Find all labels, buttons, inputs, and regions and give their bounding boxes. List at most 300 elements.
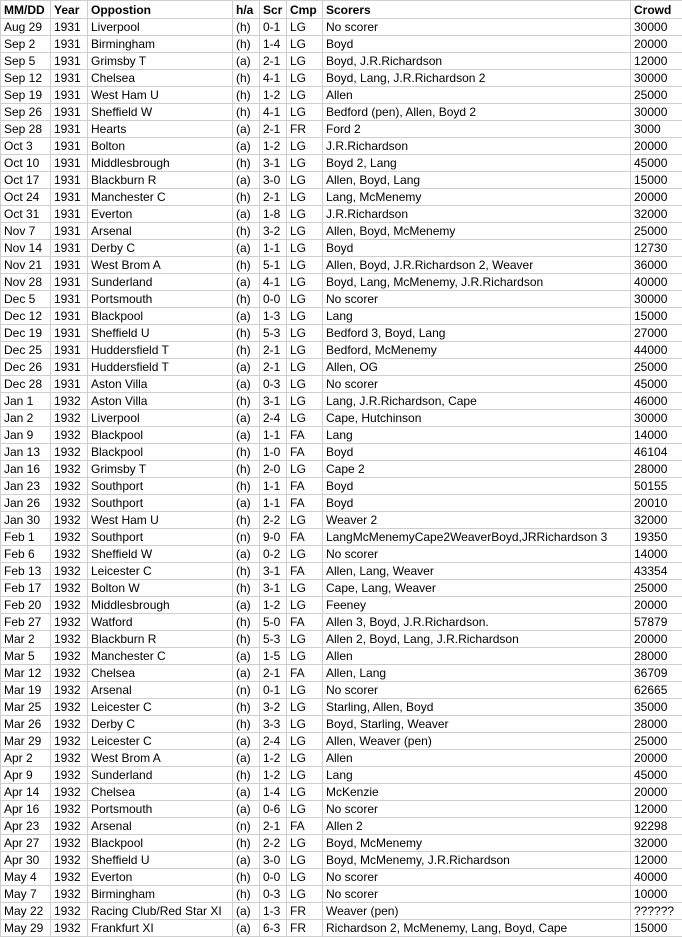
year-cell: 1931	[51, 274, 88, 291]
date-cell: Feb 20	[1, 597, 51, 614]
year-cell: 1932	[51, 665, 88, 682]
competition-cell: LG	[287, 223, 323, 240]
venue-cell: (h)	[233, 563, 260, 580]
scorers-cell: Allen 2, Boyd, Lang, J.R.Richardson	[323, 631, 631, 648]
table-row	[1, 121, 682, 138]
opposition-cell: Grimsby T	[88, 53, 233, 70]
opposition-cell: Portsmouth	[88, 291, 233, 308]
year-cell: 1932	[51, 886, 88, 903]
scorers-cell: McKenzie	[323, 784, 631, 801]
table-row	[1, 359, 682, 376]
score-cell: 5-3	[260, 631, 287, 648]
venue-cell: (a)	[233, 784, 260, 801]
opposition-cell: Middlesbrough	[88, 597, 233, 614]
date-cell: May 4	[1, 869, 51, 886]
year-cell: 1932	[51, 818, 88, 835]
opposition-cell: Chelsea	[88, 665, 233, 682]
venue-cell: (a)	[233, 665, 260, 682]
opposition-cell: Bolton	[88, 138, 233, 155]
venue-cell: (h)	[233, 699, 260, 716]
competition-cell: FA	[287, 495, 323, 512]
score-cell: 2-1	[260, 818, 287, 835]
score-cell: 1-3	[260, 903, 287, 920]
opposition-cell: Portsmouth	[88, 801, 233, 818]
score-cell: 2-1	[260, 665, 287, 682]
score-cell: 2-2	[260, 512, 287, 529]
competition-cell: LG	[287, 750, 323, 767]
year-cell: 1931	[51, 87, 88, 104]
year-cell: 1931	[51, 376, 88, 393]
table-row	[1, 427, 682, 444]
year-cell: 1932	[51, 852, 88, 869]
opposition-cell: Blackpool	[88, 835, 233, 852]
competition-cell: FR	[287, 920, 323, 937]
score-cell: 2-4	[260, 733, 287, 750]
year-cell: 1932	[51, 869, 88, 886]
opposition-cell: Blackpool	[88, 444, 233, 461]
year-cell: 1932	[51, 495, 88, 512]
venue-cell: (h)	[233, 325, 260, 342]
competition-cell: LG	[287, 648, 323, 665]
competition-cell: FA	[287, 529, 323, 546]
crowd-cell: 46104	[631, 444, 682, 461]
table-row	[1, 206, 682, 223]
year-cell: 1931	[51, 172, 88, 189]
table-row	[1, 325, 682, 342]
score-cell: 3-0	[260, 172, 287, 189]
opposition-cell: Liverpool	[88, 19, 233, 36]
date-cell: May 29	[1, 920, 51, 937]
competition-cell: LG	[287, 597, 323, 614]
opposition-cell: Sheffield U	[88, 325, 233, 342]
opposition-cell: Sheffield W	[88, 546, 233, 563]
competition-cell: LG	[287, 886, 323, 903]
competition-cell: LG	[287, 393, 323, 410]
date-cell: Dec 26	[1, 359, 51, 376]
scorers-cell: Boyd	[323, 444, 631, 461]
venue-cell: (h)	[233, 155, 260, 172]
opposition-cell: Arsenal	[88, 682, 233, 699]
crowd-cell: 12730	[631, 240, 682, 257]
table-row	[1, 172, 682, 189]
crowd-cell: 20000	[631, 631, 682, 648]
score-cell: 1-1	[260, 427, 287, 444]
year-cell: 1932	[51, 461, 88, 478]
table-row	[1, 869, 682, 886]
crowd-cell: 15000	[631, 308, 682, 325]
year-cell: 1932	[51, 597, 88, 614]
scorers-cell: Bedford (pen), Allen, Boyd 2	[323, 104, 631, 121]
date-cell: Nov 7	[1, 223, 51, 240]
opposition-cell: Aston Villa	[88, 393, 233, 410]
year-cell: 1932	[51, 699, 88, 716]
year-cell: 1931	[51, 36, 88, 53]
date-cell: Jan 9	[1, 427, 51, 444]
venue-cell: (a)	[233, 903, 260, 920]
date-cell: Oct 10	[1, 155, 51, 172]
competition-cell: LG	[287, 308, 323, 325]
opposition-cell: Leicester C	[88, 699, 233, 716]
score-cell: 1-4	[260, 784, 287, 801]
competition-cell: FA	[287, 614, 323, 631]
competition-cell: LG	[287, 138, 323, 155]
year-cell: 1932	[51, 478, 88, 495]
scorers-cell: Allen, Boyd, Lang	[323, 172, 631, 189]
score-cell: 0-1	[260, 682, 287, 699]
competition-cell: LG	[287, 546, 323, 563]
year-cell: 1932	[51, 750, 88, 767]
date-cell: Jan 1	[1, 393, 51, 410]
header-score: Scr	[260, 1, 287, 19]
date-cell: Apr 30	[1, 852, 51, 869]
year-cell: 1931	[51, 240, 88, 257]
scorers-cell: No scorer	[323, 801, 631, 818]
crowd-cell: 27000	[631, 325, 682, 342]
year-cell: 1931	[51, 53, 88, 70]
crowd-cell: 43354	[631, 563, 682, 580]
venue-cell: (h)	[233, 257, 260, 274]
year-cell: 1931	[51, 206, 88, 223]
crowd-cell: 44000	[631, 342, 682, 359]
year-cell: 1931	[51, 138, 88, 155]
venue-cell: (a)	[233, 240, 260, 257]
venue-cell: (a)	[233, 852, 260, 869]
table-row	[1, 393, 682, 410]
date-cell: Nov 28	[1, 274, 51, 291]
date-cell: Sep 26	[1, 104, 51, 121]
venue-cell: (h)	[233, 444, 260, 461]
scorers-cell: Lang, McMenemy	[323, 189, 631, 206]
competition-cell: LG	[287, 19, 323, 36]
score-cell: 3-1	[260, 563, 287, 580]
crowd-cell: 30000	[631, 291, 682, 308]
year-cell: 1931	[51, 342, 88, 359]
venue-cell: (a)	[233, 410, 260, 427]
opposition-cell: Sunderland	[88, 274, 233, 291]
table-row	[1, 801, 682, 818]
score-cell: 2-1	[260, 121, 287, 138]
crowd-cell: 12000	[631, 801, 682, 818]
year-cell: 1931	[51, 257, 88, 274]
table-row	[1, 903, 682, 920]
table-row	[1, 920, 682, 937]
opposition-cell: West Brom A	[88, 750, 233, 767]
year-cell: 1932	[51, 563, 88, 580]
venue-cell: (h)	[233, 767, 260, 784]
year-cell: 1932	[51, 631, 88, 648]
scorers-cell: No scorer	[323, 682, 631, 699]
year-cell: 1932	[51, 512, 88, 529]
score-cell: 0-1	[260, 19, 287, 36]
table-row	[1, 767, 682, 784]
venue-cell: (h)	[233, 614, 260, 631]
competition-cell: LG	[287, 631, 323, 648]
score-cell: 1-4	[260, 36, 287, 53]
scorers-cell: Allen, Lang	[323, 665, 631, 682]
crowd-cell: 45000	[631, 155, 682, 172]
crowd-cell: 12000	[631, 53, 682, 70]
score-cell: 1-8	[260, 206, 287, 223]
venue-cell: (h)	[233, 36, 260, 53]
table-row	[1, 648, 682, 665]
crowd-cell: 92298	[631, 818, 682, 835]
venue-cell: (a)	[233, 308, 260, 325]
score-cell: 0-0	[260, 291, 287, 308]
crowd-cell: 32000	[631, 206, 682, 223]
year-cell: 1932	[51, 648, 88, 665]
venue-cell: (h)	[233, 478, 260, 495]
scorers-cell: Boyd, Lang, McMenemy, J.R.Richardson	[323, 274, 631, 291]
venue-cell: (h)	[233, 104, 260, 121]
year-cell: 1932	[51, 614, 88, 631]
opposition-cell: Hearts	[88, 121, 233, 138]
year-cell: 1932	[51, 784, 88, 801]
crowd-cell: 15000	[631, 920, 682, 937]
opposition-cell: Watford	[88, 614, 233, 631]
venue-cell: (h)	[233, 631, 260, 648]
date-cell: Dec 25	[1, 342, 51, 359]
year-cell: 1931	[51, 359, 88, 376]
opposition-cell: Derby C	[88, 716, 233, 733]
score-cell: 3-2	[260, 223, 287, 240]
scorers-cell: Weaver 2	[323, 512, 631, 529]
competition-cell: LG	[287, 87, 323, 104]
scorers-cell: Bedford, McMenemy	[323, 342, 631, 359]
table-row	[1, 818, 682, 835]
date-cell: Aug 29	[1, 19, 51, 36]
competition-cell: LG	[287, 70, 323, 87]
table-row	[1, 240, 682, 257]
crowd-cell: 40000	[631, 274, 682, 291]
crowd-cell: 15000	[631, 172, 682, 189]
opposition-cell: Blackburn R	[88, 172, 233, 189]
crowd-cell: 35000	[631, 699, 682, 716]
date-cell: Sep 5	[1, 53, 51, 70]
scorers-cell: Ford 2	[323, 121, 631, 138]
year-cell: 1931	[51, 70, 88, 87]
date-cell: May 22	[1, 903, 51, 920]
crowd-cell: 30000	[631, 19, 682, 36]
score-cell: 1-0	[260, 444, 287, 461]
score-cell: 2-1	[260, 189, 287, 206]
table-row	[1, 512, 682, 529]
scorers-cell: Allen	[323, 87, 631, 104]
competition-cell: LG	[287, 274, 323, 291]
scorers-cell: Lang	[323, 427, 631, 444]
score-cell: 1-1	[260, 240, 287, 257]
year-cell: 1932	[51, 682, 88, 699]
competition-cell: LG	[287, 53, 323, 70]
year-cell: 1931	[51, 308, 88, 325]
scorers-cell: No scorer	[323, 546, 631, 563]
venue-cell: (h)	[233, 716, 260, 733]
opposition-cell: Derby C	[88, 240, 233, 257]
crowd-cell: 14000	[631, 546, 682, 563]
date-cell: Apr 9	[1, 767, 51, 784]
table-row	[1, 223, 682, 240]
scorers-cell: Boyd, McMenemy, J.R.Richardson	[323, 852, 631, 869]
opposition-cell: Manchester C	[88, 189, 233, 206]
competition-cell: FA	[287, 563, 323, 580]
scorers-cell: Starling, Allen, Boyd	[323, 699, 631, 716]
venue-cell: (h)	[233, 512, 260, 529]
table-row	[1, 376, 682, 393]
opposition-cell: Racing Club/Red Star XI	[88, 903, 233, 920]
crowd-cell: 10000	[631, 886, 682, 903]
venue-cell: (a)	[233, 121, 260, 138]
competition-cell: LG	[287, 291, 323, 308]
opposition-cell: Sheffield W	[88, 104, 233, 121]
competition-cell: LG	[287, 240, 323, 257]
year-cell: 1932	[51, 767, 88, 784]
opposition-cell: Everton	[88, 869, 233, 886]
crowd-cell: 32000	[631, 835, 682, 852]
date-cell: Nov 14	[1, 240, 51, 257]
competition-cell: LG	[287, 801, 323, 818]
scorers-cell: J.R.Richardson	[323, 138, 631, 155]
table-row	[1, 461, 682, 478]
score-cell: 0-0	[260, 869, 287, 886]
score-cell: 2-1	[260, 53, 287, 70]
table-row	[1, 682, 682, 699]
crowd-cell: 46000	[631, 393, 682, 410]
venue-cell: (a)	[233, 53, 260, 70]
year-cell: 1931	[51, 223, 88, 240]
venue-cell: (a)	[233, 648, 260, 665]
table-row	[1, 19, 682, 36]
crowd-cell: 20000	[631, 597, 682, 614]
opposition-cell: Arsenal	[88, 223, 233, 240]
venue-cell: (h)	[233, 393, 260, 410]
opposition-cell: West Ham U	[88, 87, 233, 104]
competition-cell: LG	[287, 189, 323, 206]
competition-cell: LG	[287, 410, 323, 427]
opposition-cell: Birmingham	[88, 886, 233, 903]
competition-cell: LG	[287, 784, 323, 801]
competition-cell: LG	[287, 869, 323, 886]
crowd-cell: 45000	[631, 376, 682, 393]
scorers-cell: Boyd, McMenemy	[323, 835, 631, 852]
table-row	[1, 70, 682, 87]
opposition-cell: Blackburn R	[88, 631, 233, 648]
year-cell: 1932	[51, 920, 88, 937]
opposition-cell: Birmingham	[88, 36, 233, 53]
competition-cell: FA	[287, 818, 323, 835]
competition-cell: LG	[287, 325, 323, 342]
scorers-cell: Feeney	[323, 597, 631, 614]
scorers-cell: Cape 2	[323, 461, 631, 478]
score-cell: 1-2	[260, 767, 287, 784]
venue-cell: (n)	[233, 682, 260, 699]
scorers-cell: LangMcMenemyCape2WeaverBoyd,JRRichardson 3	[323, 529, 631, 546]
competition-cell: FA	[287, 665, 323, 682]
date-cell: Oct 31	[1, 206, 51, 223]
score-cell: 2-0	[260, 461, 287, 478]
date-cell: Feb 1	[1, 529, 51, 546]
score-cell: 4-1	[260, 70, 287, 87]
scorers-cell: Richardson 2, McMenemy, Lang, Boyd, Cape	[323, 920, 631, 937]
opposition-cell: West Ham U	[88, 512, 233, 529]
competition-cell: LG	[287, 512, 323, 529]
score-cell: 3-2	[260, 699, 287, 716]
venue-cell: (a)	[233, 274, 260, 291]
score-cell: 4-1	[260, 104, 287, 121]
score-cell: 6-3	[260, 920, 287, 937]
crowd-cell: 20000	[631, 36, 682, 53]
table-row	[1, 410, 682, 427]
competition-cell: LG	[287, 716, 323, 733]
date-cell: Mar 29	[1, 733, 51, 750]
crowd-cell: 20010	[631, 495, 682, 512]
opposition-cell: Arsenal	[88, 818, 233, 835]
year-cell: 1932	[51, 546, 88, 563]
score-cell: 3-1	[260, 580, 287, 597]
venue-cell: (n)	[233, 818, 260, 835]
crowd-cell: 36000	[631, 257, 682, 274]
table-row	[1, 495, 682, 512]
date-cell: Feb 6	[1, 546, 51, 563]
crowd-cell: 3000	[631, 121, 682, 138]
date-cell: Dec 5	[1, 291, 51, 308]
scorers-cell: Allen, Boyd, McMenemy	[323, 223, 631, 240]
venue-cell: (a)	[233, 733, 260, 750]
venue-cell: (h)	[233, 886, 260, 903]
venue-cell: (h)	[233, 70, 260, 87]
competition-cell: LG	[287, 376, 323, 393]
crowd-cell: 50155	[631, 478, 682, 495]
crowd-cell: 20000	[631, 784, 682, 801]
crowd-cell: 25000	[631, 580, 682, 597]
year-cell: 1932	[51, 393, 88, 410]
scorers-cell: Allen, Weaver (pen)	[323, 733, 631, 750]
score-cell: 1-5	[260, 648, 287, 665]
scorers-cell: No scorer	[323, 869, 631, 886]
competition-cell: FA	[287, 427, 323, 444]
crowd-cell: 28000	[631, 716, 682, 733]
score-cell: 1-2	[260, 750, 287, 767]
year-cell: 1932	[51, 903, 88, 920]
score-cell: 3-1	[260, 393, 287, 410]
scorers-cell: Boyd, J.R.Richardson	[323, 53, 631, 70]
header-scorers: Scorers	[323, 1, 631, 19]
venue-cell: (a)	[233, 495, 260, 512]
crowd-cell: 30000	[631, 104, 682, 121]
date-cell: Feb 27	[1, 614, 51, 631]
table-row	[1, 189, 682, 206]
opposition-cell: Middlesbrough	[88, 155, 233, 172]
date-cell: Apr 27	[1, 835, 51, 852]
competition-cell: LG	[287, 359, 323, 376]
year-cell: 1931	[51, 291, 88, 308]
date-cell: Apr 14	[1, 784, 51, 801]
date-cell: Sep 28	[1, 121, 51, 138]
header-year: Year	[51, 1, 88, 19]
score-cell: 5-0	[260, 614, 287, 631]
opposition-cell: Southport	[88, 478, 233, 495]
date-cell: Nov 21	[1, 257, 51, 274]
date-cell: Jan 30	[1, 512, 51, 529]
table-row	[1, 597, 682, 614]
venue-cell: (a)	[233, 801, 260, 818]
crowd-cell: 12000	[631, 852, 682, 869]
opposition-cell: Bolton W	[88, 580, 233, 597]
score-cell: 1-1	[260, 495, 287, 512]
opposition-cell: Southport	[88, 529, 233, 546]
crowd-cell: 14000	[631, 427, 682, 444]
date-cell: Sep 2	[1, 36, 51, 53]
scorers-cell: Boyd	[323, 36, 631, 53]
date-cell: Dec 12	[1, 308, 51, 325]
